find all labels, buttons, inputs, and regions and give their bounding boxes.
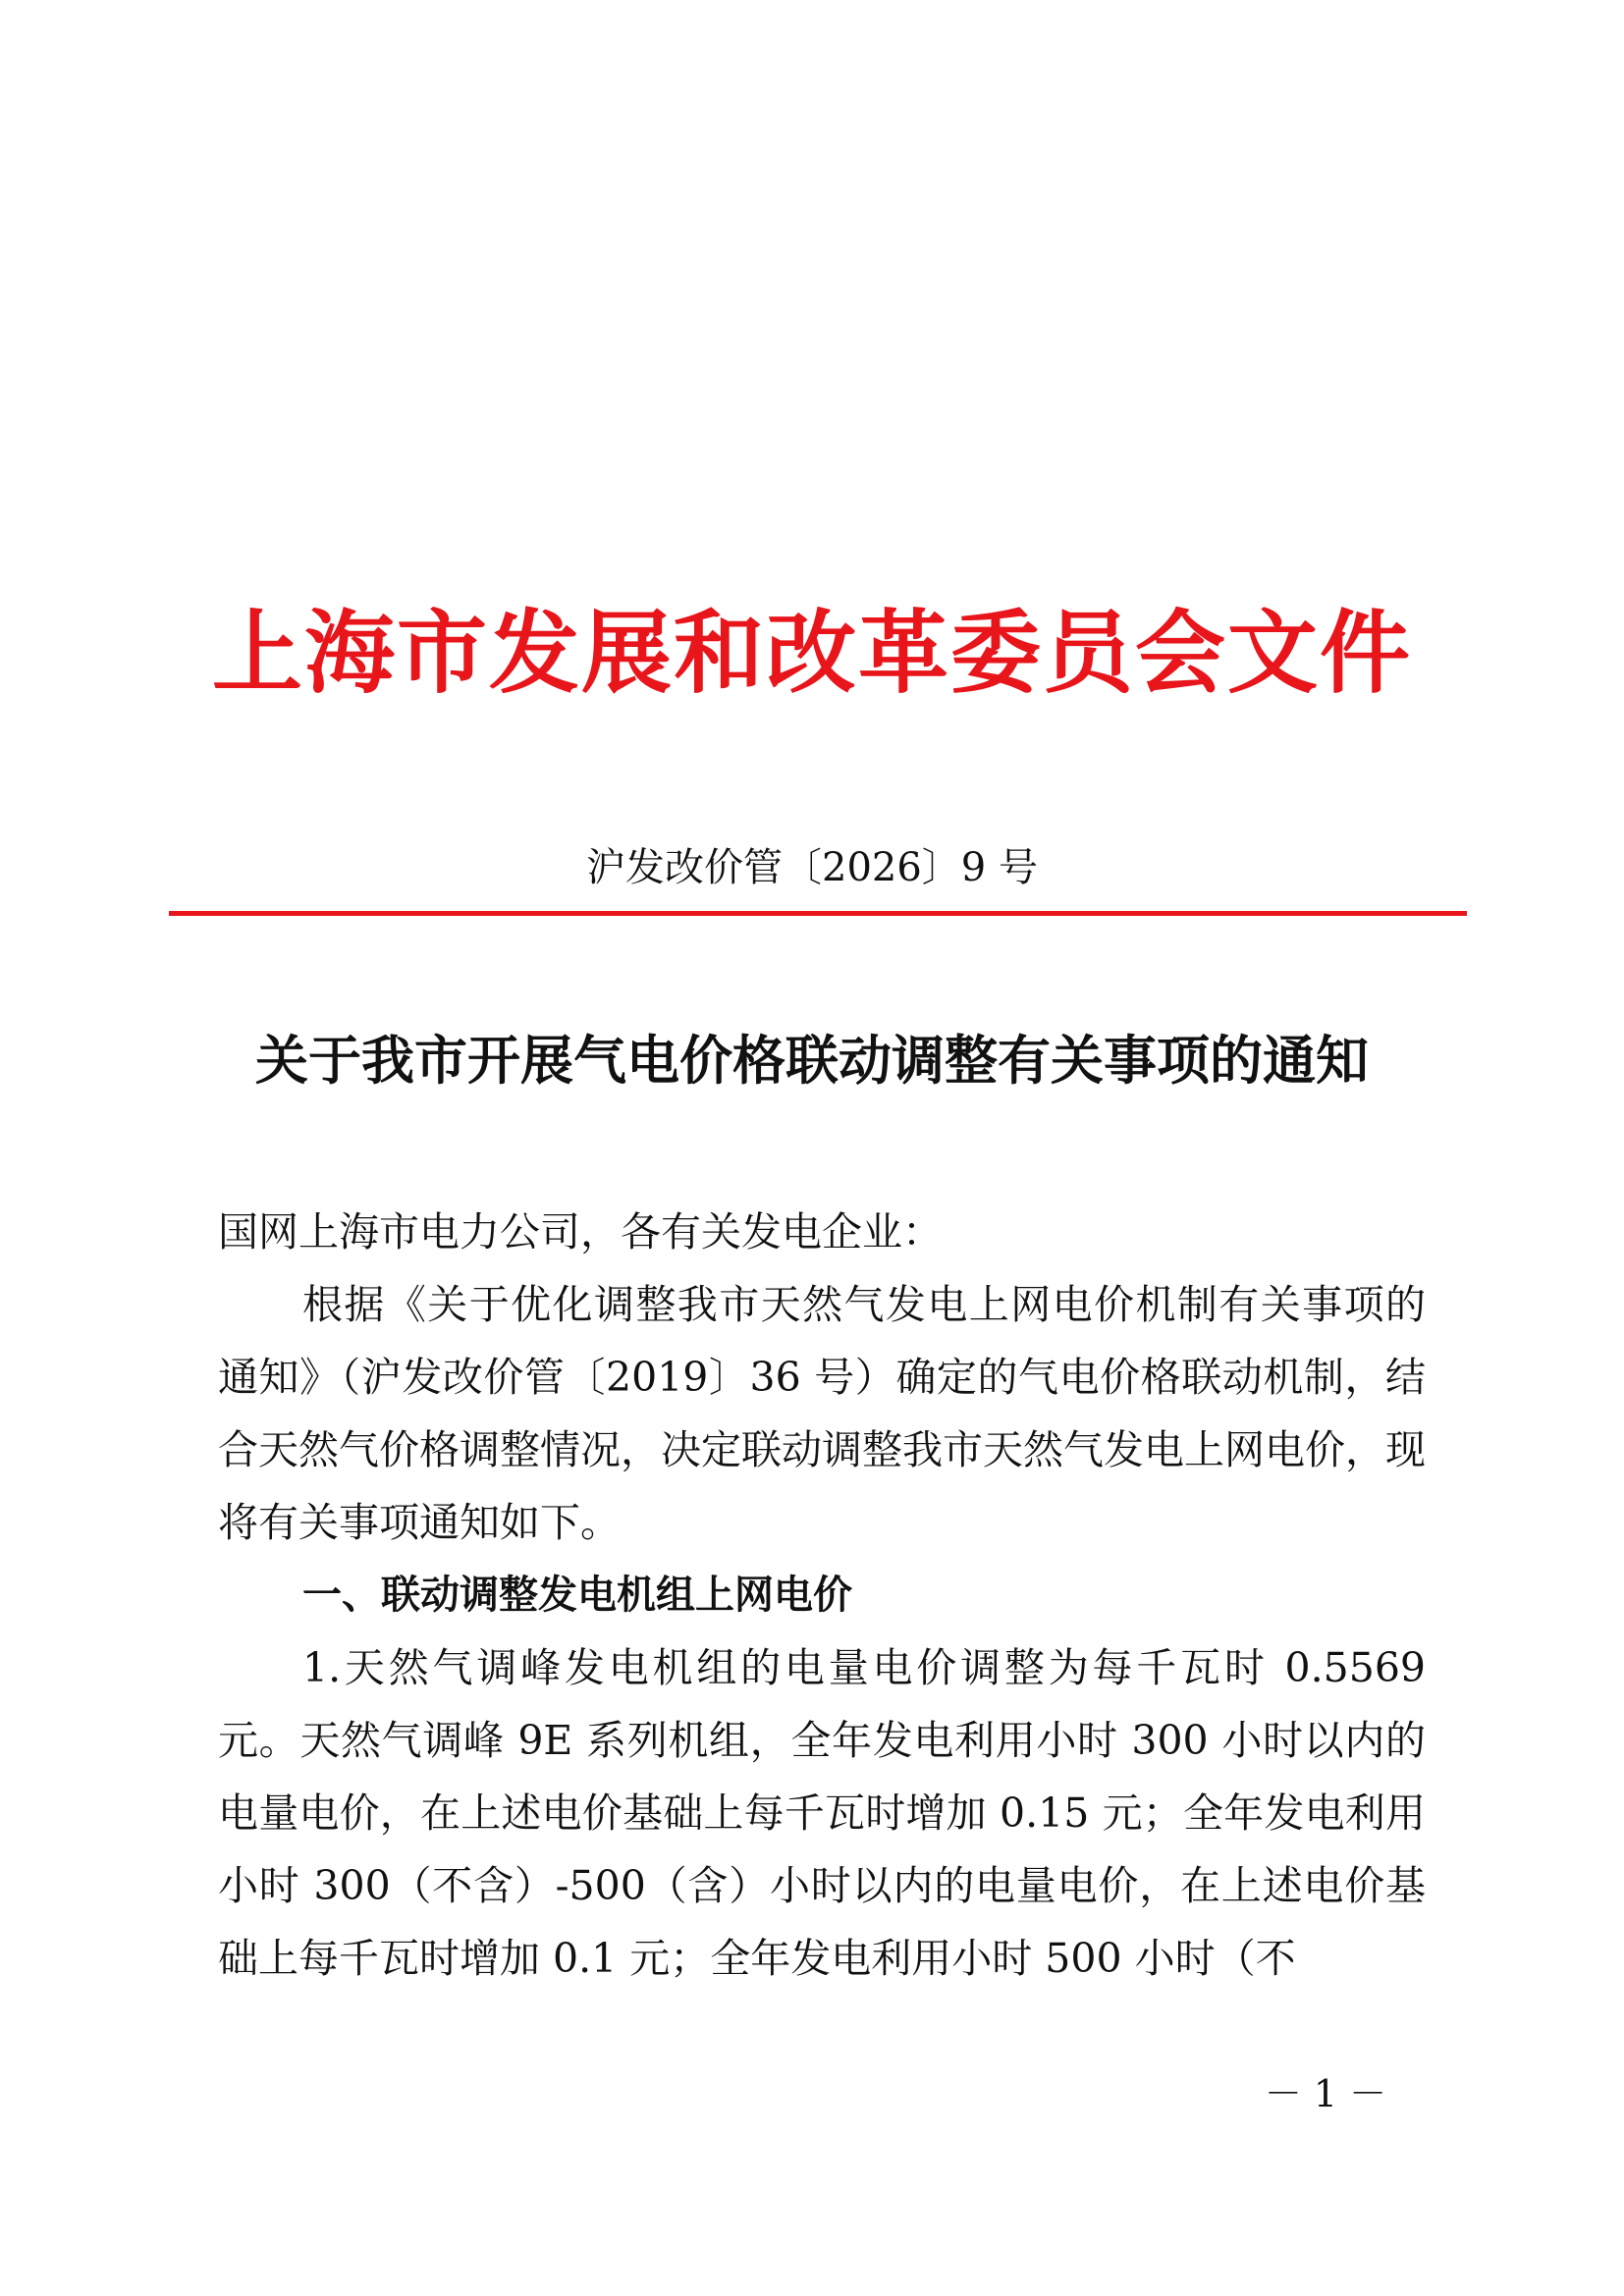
section-heading: 一、联动调整发电机组上网电价 [302, 1573, 852, 1618]
issuer-header: 上海市发展和改革委员会文件 [211, 600, 1412, 706]
document-title: 关于我市开展气电价格联动调整有关事项的通知 [255, 1029, 1369, 1092]
salutation: 国网上海市电力公司，各有关发电企业： [218, 1208, 943, 1255]
document-number: 沪发改价管〔2026〕9 号 [586, 845, 1038, 890]
document-body [218, 1196, 1426, 1995]
red-divider-line [169, 911, 1467, 916]
item-1-paragraph: 1.天然气调峰发电机组的电量电价调整为每千瓦时 0.5569 元。天然气调峰 9E 系列机组，全年发电利用小时 300 小时以内的电量电价，在上述电价基础上每千瓦时增加 0.15 元；全年发电利用小时 300（不含）-500（含）小时以内的电量电价，在上述电价基础上每千瓦时增加 0.1 元；全年发电利用小时 500 小时（不 [218, 1644, 1426, 1982]
intro-paragraph: 根据《关于优化调整我市天然气发电上网电价机制有关事项的通知》（沪发改价管〔2019〕36 号）确定的气电价格联动机制，结合天然气价格调整情况，决定联动调整我市天然气发电上网电价，现将有关事项通知如下。 [218, 1281, 1426, 1546]
page-number: － 1 － [1264, 2072, 1387, 2115]
